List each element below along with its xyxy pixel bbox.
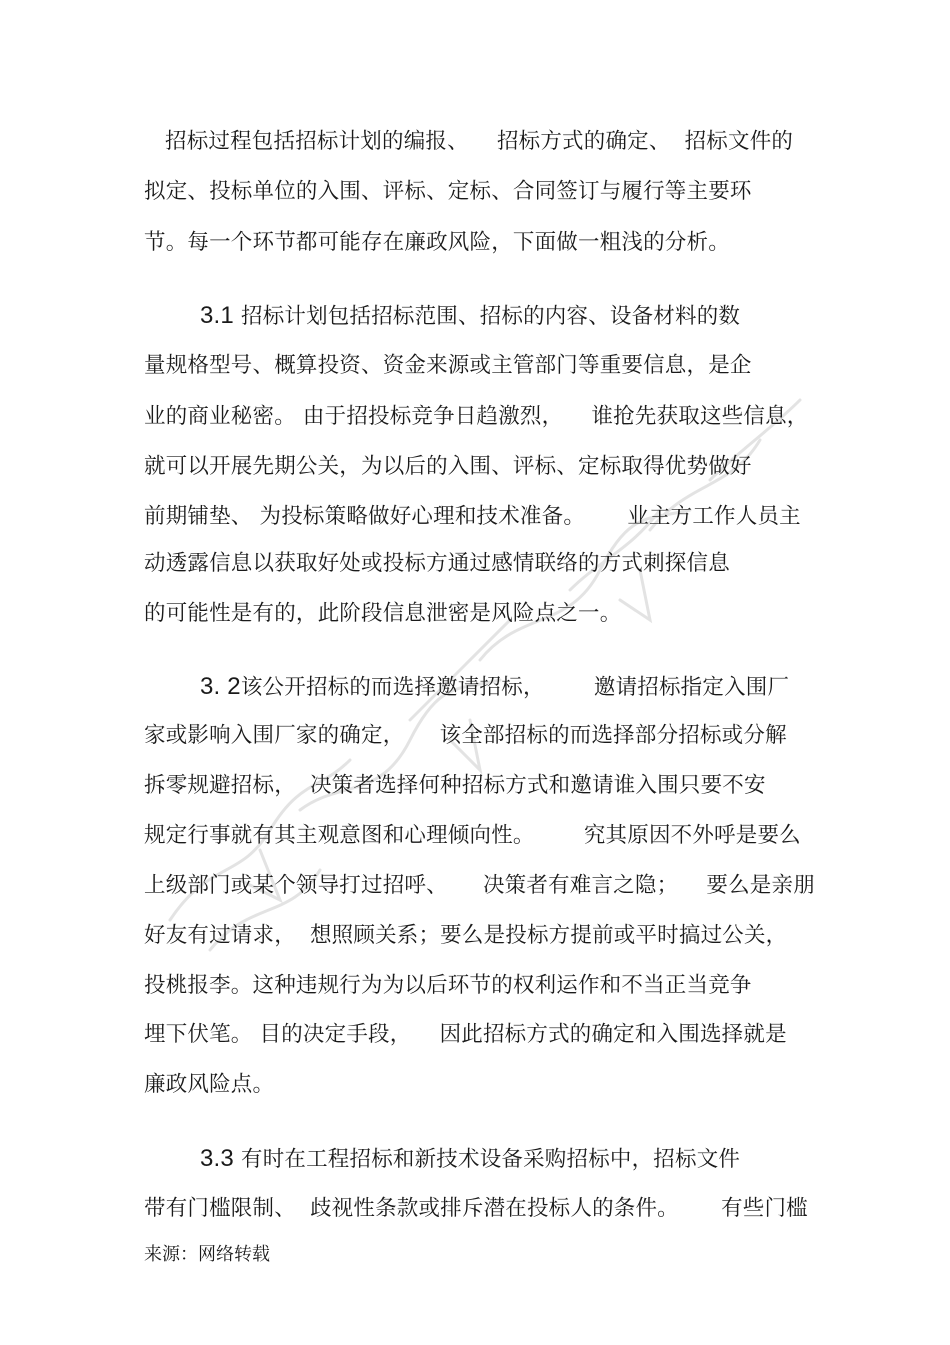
section-3-2-line-8: 埋下伏笔。 目的决定手段， 因此招标方式的确定和入围选择就是 — [144, 1022, 787, 1047]
section-3-1-line-1: 招标计划包括招标范围、招标的内容、设备材料的数 — [233, 304, 741, 329]
section-3-1-line-7: 的可能性是有的，此阶段信息泄密是风险点之一。 — [144, 601, 622, 626]
section-3-2-line-5: 上级部门或某个领导打过招呼、 决策者有难言之隐； 要么是亲朋 — [144, 873, 815, 898]
section-3-1-line-2: 量规格型号、概算投资、资金来源或主管部门等重要信息，是企 — [144, 353, 752, 378]
section-3-1-line-6: 动透露信息以获取好处或投标方通过感情联络的方式刺探信息 — [144, 551, 730, 576]
intro-line-2: 拟定、投标单位的入围、评标、定标、合同签订与履行等主要环 — [144, 179, 752, 204]
section-3-3-line-2: 带有门槛限制、 歧视性条款或排斥潜在投标人的条件。 有些门槛 — [144, 1196, 808, 1221]
section-3-2-line-3: 拆零规避招标， 决策者选择何种招标方式和邀请谁入围只要不安 — [144, 773, 766, 798]
section-3-1-first-line — [200, 302, 740, 331]
source-note: 来源：网络转载 — [144, 1244, 270, 1265]
intro-line-3: 节。每一个环节都可能存在廉政风险，下面做一粗浅的分析。 — [144, 230, 730, 255]
section-3-2-line-9: 廉政风险点。 — [144, 1072, 275, 1097]
section-3-1-number: 3.1 — [200, 302, 234, 329]
section-3-3-line-1: 有时在工程招标和新技术设备采购招标中，招标文件 — [233, 1147, 741, 1172]
section-3-1-line-4: 就可以开展先期公关，为以后的入围、评标、定标取得优势做好 — [144, 454, 752, 479]
section-3-2-line-1: 该公开招标的而选择邀请招标， 邀请招标指定入围厂 — [240, 675, 790, 700]
section-3-2-number: 3. 2 — [200, 673, 241, 700]
section-3-2-first-line — [200, 673, 789, 702]
section-3-2-line-2: 家或影响入围厂家的确定， 该全部招标的而选择部分招标或分解 — [144, 723, 787, 748]
section-3-1-line-3: 业的商业秘密。 由于招投标竞争日趋激烈， 谁抢先获取这些信息， — [144, 404, 809, 429]
section-3-3-first-line — [200, 1145, 740, 1174]
section-3-1-line-5: 前期铺垫、 为投标策略做好心理和技术准备。 业主方工作人员主 — [144, 504, 801, 529]
intro-line-1: 招标过程包括招标计划的编报、 招标方式的确定、 招标文件的 — [165, 129, 794, 154]
section-3-2-line-7: 投桃报李。这种违规行为为以后环节的权利运作和不当正当竞争 — [144, 973, 752, 998]
section-3-2-line-4: 规定行事就有其主观意图和心理倾向性。 究其原因不外呼是要么 — [144, 823, 801, 848]
section-3-2-line-6: 好友有过请求， 想照顾关系；要么是投标方提前或平时搞过公关， — [144, 923, 788, 948]
section-3-3-number: 3.3 — [200, 1145, 234, 1172]
